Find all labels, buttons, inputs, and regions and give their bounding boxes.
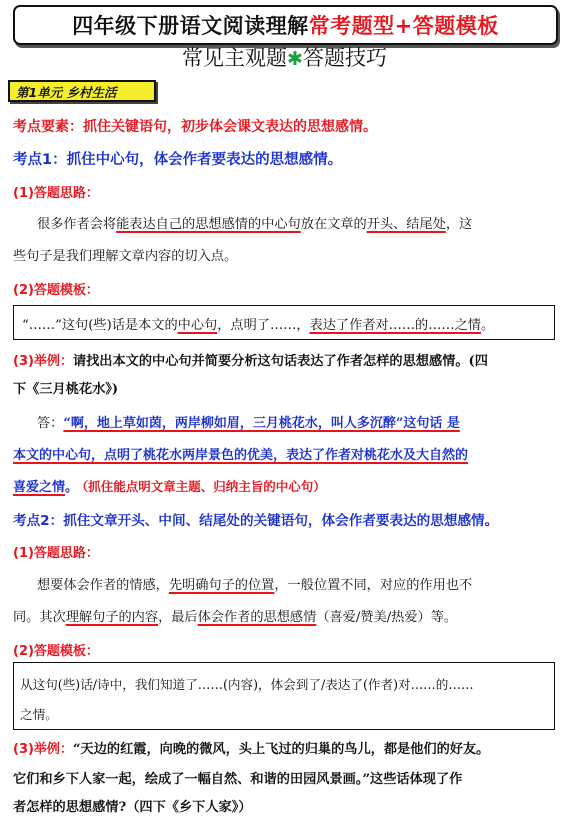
answer-note: （抓住能点明文章主题、归纳主旨的中心句） <box>82 479 326 494</box>
underlined-span: 先明确句子的位置 <box>168 578 275 593</box>
kd2-idea-line1 <box>37 574 472 593</box>
underlined-span: 表达了作者对……的……之情 <box>309 318 481 333</box>
kd2-heading: 考点2：抓住文章开头、中间、结尾处的关键语句，体会作者要表达的思想感情。 <box>13 513 499 529</box>
text-span: ，这 <box>445 217 473 232</box>
kd2-example-line2: 它们和乡下人家一起，绘成了一幅自然、和谐的田园风景画。”这些话体现了作 <box>13 772 463 787</box>
kd1-answer-line1 <box>37 412 460 431</box>
kd1-template-label: (2)答题模板： <box>13 283 99 298</box>
text-span: 想要体会作者的情感， <box>37 578 169 593</box>
text-span: （喜爱/赞美/热爱）等。 <box>316 610 458 625</box>
kd2-template-box <box>13 662 555 730</box>
kd1-example-line1 <box>13 350 488 369</box>
subtitle-right: 答题技巧 <box>302 46 387 70</box>
kd1-idea-line1 <box>37 213 472 232</box>
text-span: ，最后 <box>158 610 198 625</box>
text-span: 。 <box>65 480 79 495</box>
title-banner <box>13 5 558 45</box>
unit-label: 第1单元 乡村生活 <box>8 80 156 102</box>
kd1-answer-line2: 本文的中心句，点明了桃花水两岸景色的优美，表达了作者对桃花水及大自然的 <box>13 448 469 463</box>
answer-text: 喜爱之情 <box>13 480 66 495</box>
kd2-idea-line2 <box>13 606 457 625</box>
text-span: 同。其次 <box>13 610 66 625</box>
subtitle-left: 常见主观题 <box>182 46 288 70</box>
kd1-template-text <box>22 314 494 333</box>
kd1-heading: 考点1：抓住中心句，体会作者要表达的思想感情。 <box>13 152 343 168</box>
underlined-span: 开头、结尾处 <box>366 217 446 232</box>
example-label: (3)举例： <box>13 742 73 757</box>
answer-label: 答： <box>37 416 64 431</box>
kd1-answer-line3 <box>13 476 326 495</box>
text-span: “……”这句(些)话是本文的 <box>22 318 178 333</box>
underlined-span: 中心句 <box>177 318 218 333</box>
text-span: ，点明了……， <box>217 318 310 333</box>
kd2-idea-label: (1)答题思路： <box>13 546 99 561</box>
kd2-template-line1: 从这句(些)话/诗中，我们知道了……(内容)，体会到了/表达了(作者)对……的…… <box>20 677 474 692</box>
underlined-span: 理解句子的内容 <box>65 610 159 625</box>
example-text: “天边的红霞，向晚的微风，头上飞过的归巢的鸟儿，都是他们的好友。 <box>72 742 490 757</box>
kd2-template-label: (2)答题模板： <box>13 644 99 659</box>
underlined-span: 能表达自己的思想感情的中心句 <box>116 217 301 232</box>
kd1-example-line2: 下《三月桃花水》) <box>13 382 119 397</box>
text-span: 放在文章的 <box>300 217 367 232</box>
title-highlight: 常考题型+答题模板 <box>308 14 499 38</box>
kd2-example-line1 <box>13 738 489 757</box>
text-span: 很多作者会将 <box>37 217 117 232</box>
example-label: (3)举例： <box>13 354 73 369</box>
kd1-idea-label: (1)答题思路： <box>13 186 99 201</box>
text-span: ，一般位置不同，对应的作用也不 <box>274 578 473 593</box>
text-span: 。 <box>480 318 495 333</box>
kd2-template-line2: 之情。 <box>20 707 58 722</box>
kd2-example-line3: 者怎样的思想感情?（四下《乡下人家》） <box>13 800 252 815</box>
example-question: 请找出本文的中心句并简要分析这句话表达了作者怎样的思想感情。(四 <box>72 354 488 369</box>
title-main: 四年级下册语文阅读理解 <box>72 14 309 38</box>
underlined-span: 体会作者的思想感情 <box>197 610 317 625</box>
page-subtitle <box>0 42 569 72</box>
clover-icon: ✱ <box>287 48 303 70</box>
requirement-text: 考点要素：抓住关键语句，初步体会课文表达的思想感情。 <box>13 119 377 135</box>
kd1-idea-line2: 些句子是我们理解文章内容的切入点。 <box>13 249 238 264</box>
answer-text: “啊，地上草如茵，两岸柳如眉，三月桃花水，叫人多沉醉”这句话 是 <box>63 416 460 431</box>
